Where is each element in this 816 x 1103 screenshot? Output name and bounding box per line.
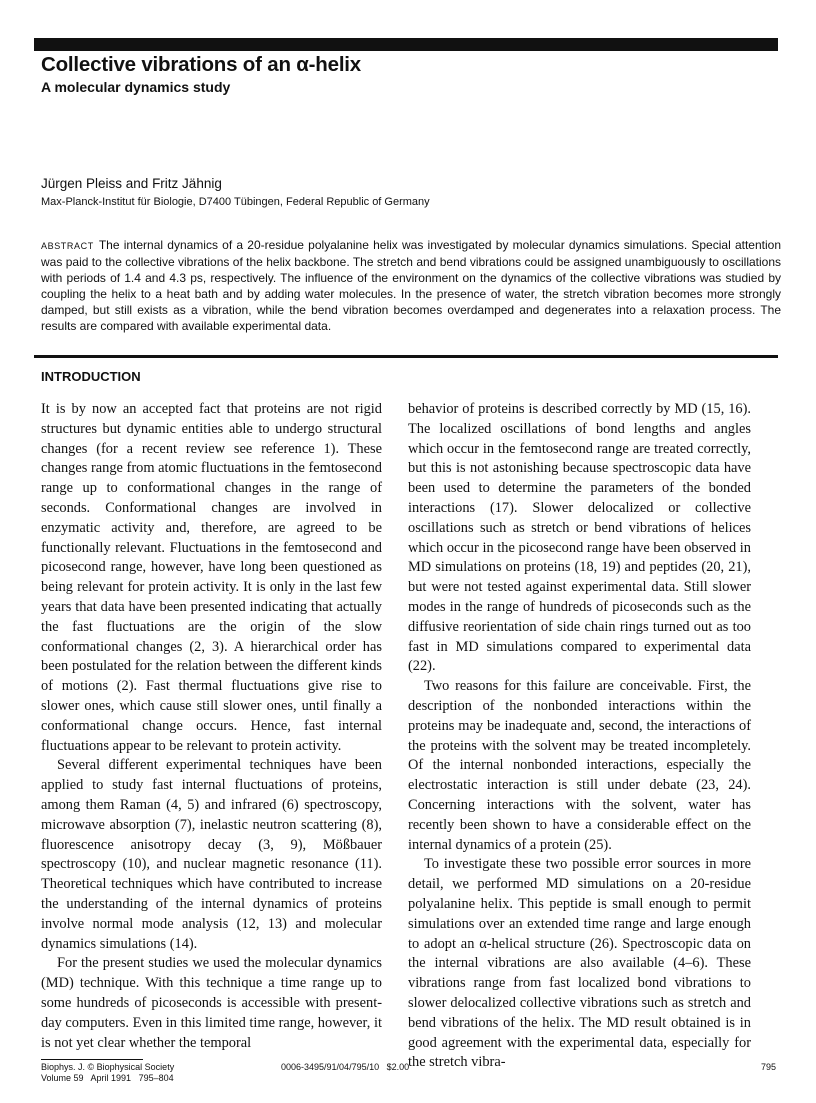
left-column: [41, 400, 382, 1053]
footer-journal: Biophys. J. © Biophysical Society: [41, 1062, 175, 1072]
abstract-label: ABSTRACT: [41, 241, 94, 251]
abstract: [41, 237, 781, 335]
footer-volume: Volume 59 April 1991 795–804: [41, 1072, 174, 1083]
footer-issn: 0006-3495/91/04/795/10 $2.00: [281, 1062, 410, 1072]
section-heading-introduction: INTRODUCTION: [41, 369, 141, 384]
paragraph: It is by now an accepted fact that proteins are not rigid structures but dynamic entities able to undergo structural changes (for a recent review see reference 1). These changes range from atomic fluctuations in the femtosecond range up to conformational changes in the range of seconds. Conformational changes are involved in enzymatic activity and, therefore, are agreed to be functionally relevant. Fluctuations in the femtosecond and picosecond range, however, have long been questioned as being relevant for protein activity. It is only in the last few years that data have been presented indicating that actually the fast fluctuations are the origin of the slow conformational changes (2, 3). A hierarchical order has been postulated for the relation between the different kinds of motions (2). Fast thermal fluctuations give rise to slower ones, which cause still slower ones, until finally a conformational change occurs. Hence, fast internal fluctuations appear to be relevant to protein activity.: [41, 401, 382, 754]
abstract-text: The internal dynamics of a 20-residue polyalanine helix was investigated by molecular dynamics simulations. Special attention was paid to the collective vibrations of the helix backbone. The stretch and bend vibrations could be assigned unambiguously to oscillations with periods of 1.4 and 4.3 ps, respectively. The influence of the environment on the dynamics of the collective vibrations was studied by coupling the helix to a heat bath and by adding water molecules. In the presence of water, the stretch vibration becomes more strongly damped, but still exists as a vibration, while the bend vibration becomes overdamped and degenerates into a relaxation process. The results are compared with available experimental data.: [41, 238, 781, 334]
paper-subtitle: A molecular dynamics study: [41, 79, 231, 95]
footer-journal-info: [41, 1062, 174, 1083]
paragraph: For the present studies we used the molecular dynamics (MD) technique. With this technique a time range up to some hundreds of picoseconds is accessible with present-day computers. Even in this limited time range, however, it is not yet clear whether the temporal: [41, 955, 382, 1051]
affiliation: Max-Planck-Institut für Biologie, D7400 Tübingen, Federal Republic of Germany: [41, 196, 430, 208]
paragraph: Two reasons for this failure are conceivable. First, the description of the nonbonded interactions within the proteins may be inadequate and, second, the interactions of the proteins with the solvent may be treated incompletely. Of the internal nonbonded interactions, especially the electrostatic interaction is still under debate (23, 24). Concerning interactions with the solvent, water has recently been shown to have a considerable effect on the internal dynamics of a protein (25).: [408, 678, 751, 853]
page-number: 795: [760, 1062, 776, 1072]
paragraph: behavior of proteins is described correctly by MD (15, 16). The localized oscillations of bond lengths and angles which occur in the femtosecond range are treated correctly, but this is not astonishing because spectroscopic data have been used to determine the parameters of the bonded interactions (17). Slower delocalized or collective oscillations such as stretch or bend vibrations of helices which occur in the picosecond range have been observed in MD simulations on proteins (18, 19) and peptides (20, 21), but were not tested against experimental data. Still slower modes in the range of hundreds of picoseconds such as the diffusive reorientation of side chain rings turned out as too fast in MD simulations compared to experimental data (22).: [408, 401, 751, 675]
paper-title: Collective vibrations of an α-helix: [41, 53, 362, 76]
footer-rule: [41, 1059, 143, 1060]
header-rule: [34, 38, 778, 51]
paragraph: Several different experimental techniques have been applied to study fast internal fluctuations of proteins, among them Raman (4, 5) and infrared (6) spectroscopy, microwave absorption (7), inelastic neutron scattering (8), fluorescence anisotropy decay (3, 9), Mößbauer spectroscopy (10), and nuclear magnetic resonance (11). Theoretical techniques which have contributed to increase the understanding of the internal dynamics of proteins involve normal mode analysis (12, 13) and molecular dynamics simulations (14).: [41, 757, 382, 952]
section-rule: [34, 355, 778, 358]
right-column: [408, 400, 751, 1073]
paragraph: To investigate these two possible error sources in more detail, we performed MD simulations on a 20-residue polyalanine helix. This peptide is small enough to permit simulations over an extended time range and large enough to adopt an α-helical structure (26). Spectroscopic data on the internal vibrations are also available (4–6). These vibrations range from fast localized bond vibrations to slower delocalized collective vibrations such as stretch and bend vibrations of the helix. The MD result obtained is in good agreement with the experimental data, especially for the stretch vibra-: [408, 856, 751, 1071]
author-list: Jürgen Pleiss and Fritz Jähnig: [41, 176, 222, 191]
